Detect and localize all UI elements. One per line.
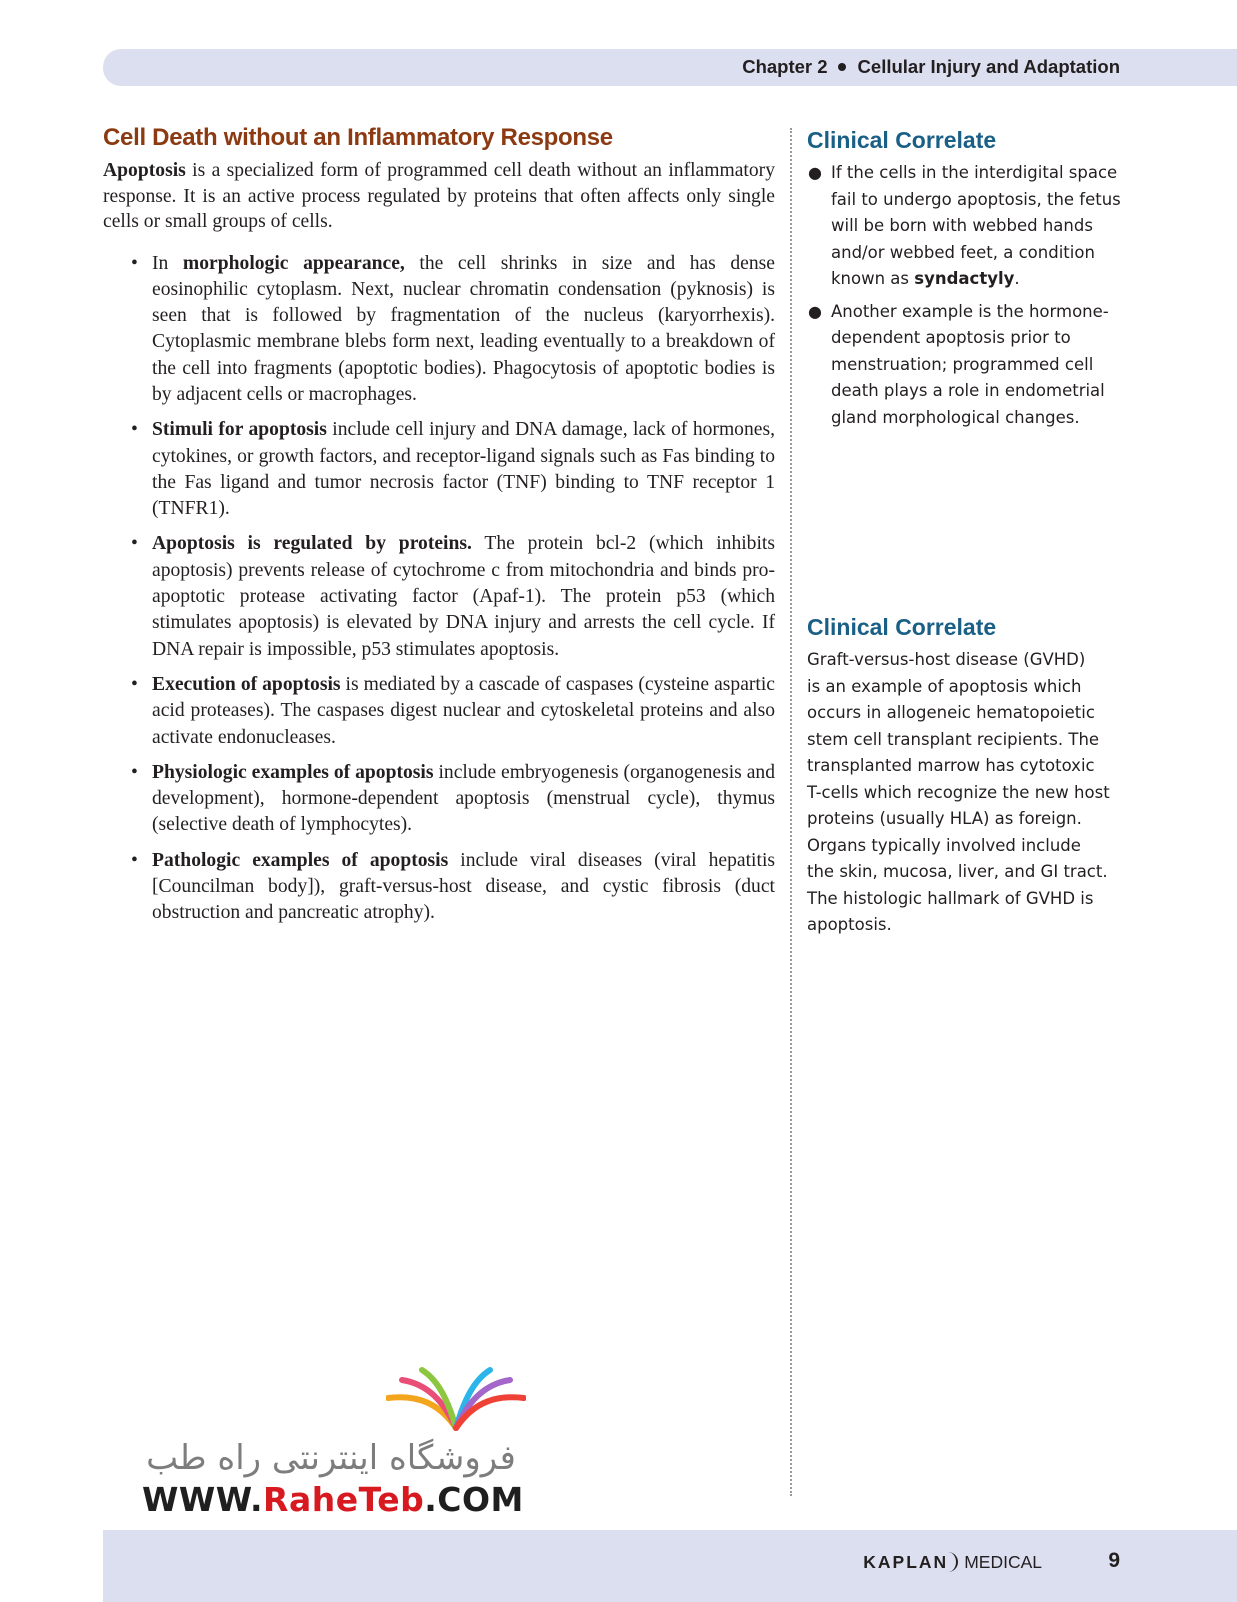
intro-term: Apoptosis bbox=[103, 160, 186, 181]
watermark-url bbox=[142, 1480, 524, 1519]
bullet-term: Execution of apoptosis bbox=[152, 673, 341, 695]
paragraph-line: T-cells which recognize the new host bbox=[807, 782, 1110, 802]
bullet-text: The protein bcl-2 (which inhibits apoptosis) prevents release of cytochrome c from mitochondria and binds pro-apoptotic protease activating factor (Apaf-1). The protein p53 (which stimulates apoptosis) is elevated by DNA injury and arrests the cell cycle. If DNA repair is impossible, p53 stimulates apoptosis. bbox=[152, 533, 775, 660]
bullet-text: is mediated by a cascade of caspases (cysteine aspartic acid proteases). The caspases digest nuclear and cytoskeletal proteins and also activate endonucleases. bbox=[152, 673, 776, 748]
url-brand: RaheTeb bbox=[263, 1480, 425, 1519]
bullet-icon: • bbox=[131, 849, 138, 871]
bullet-text: include viral diseases (viral hepatitis [Councilman body]), graft-versus-host disease, and cystic fibrosis (duct obstruction and pancreatic atrophy). bbox=[152, 849, 776, 924]
intro-text: is a specialized form of programmed cell death without an inflammatory response. It is an active process regulated by proteins that often affects only single cells or small groups of cells. bbox=[103, 160, 775, 232]
paragraph-line: Organs typically involved include bbox=[807, 835, 1081, 855]
bullet-text: the cell shrinks in size and has dense eosinophilic cytoplasm. Next, nuclear chromatin condensation (pyknosis) is seen that is followed by fragmentation of the nucleus (karyorrhexis). Cytoplasmic membrane blebs form next, leading eventually to a breakdown of the cell into fragments (apoptotic bodies). Phagocytosis of apoptotic bodies is by adjacent cells or macrophages. bbox=[152, 252, 775, 405]
raheteb-watermark-logo bbox=[140, 1366, 530, 1518]
kaplan-wordmark: KAPLAN bbox=[863, 1552, 949, 1572]
sidebar-item-end: . bbox=[1014, 269, 1020, 288]
main-column bbox=[103, 124, 775, 936]
kaplan-arc-icon bbox=[948, 1552, 958, 1572]
watermark-persian-text: فروشگاه اینترنتی راه طب bbox=[146, 1438, 516, 1478]
sidebar-title: Clinical Correlate bbox=[807, 614, 997, 640]
page-footer bbox=[103, 1530, 1237, 1602]
clinical-correlate-box-1 bbox=[807, 127, 1137, 437]
list-item bbox=[131, 672, 776, 751]
running-header-text bbox=[742, 56, 1120, 78]
open-book-icon bbox=[386, 1366, 526, 1436]
list-item bbox=[131, 251, 775, 409]
sidebar-item-text: Another example is the hormone-dependent apoptosis prior to menstruation; programmed cell death plays a role in endometrial gland morphological changes. bbox=[831, 301, 1109, 427]
list-item bbox=[808, 299, 1137, 432]
chapter-label: Chapter 2 bbox=[742, 56, 828, 77]
list-item bbox=[131, 848, 776, 927]
paragraph-line: transplanted marrow has cytotoxic bbox=[807, 756, 1095, 775]
paragraph-line: the skin, mucosa, liver, and GI tract. bbox=[807, 862, 1108, 881]
bullet-icon: ● bbox=[808, 301, 822, 321]
bullet-icon: ● bbox=[808, 163, 822, 182]
list-item bbox=[131, 531, 775, 662]
medical-wordmark: MEDICAL bbox=[964, 1552, 1042, 1572]
running-header bbox=[103, 49, 1237, 86]
syndactyly-term: syndactyly bbox=[914, 269, 1015, 288]
bullet-icon: • bbox=[131, 252, 138, 274]
url-suffix: .COM bbox=[424, 1480, 524, 1519]
sidebar-list bbox=[807, 160, 1137, 431]
bullet-term: Physiologic examples of apoptosis bbox=[152, 761, 434, 783]
paragraph-line: proteins (usually HLA) as foreign. bbox=[807, 809, 1082, 828]
paragraph-line: occurs in allogeneic hematopoietic bbox=[807, 703, 1095, 722]
bullet-term: Apoptosis is regulated by proteins. bbox=[152, 533, 472, 555]
bullet-term: Pathologic examples of apoptosis bbox=[152, 849, 449, 871]
sidebar-title: Clinical Correlate bbox=[807, 127, 997, 153]
kaplan-medical-logo bbox=[863, 1552, 1042, 1573]
gvhd-paragraph bbox=[807, 647, 1137, 939]
sidebar-item-text: If the cells in the interdigital space fail to undergo apoptosis, the fetus will be born with webbed hands and/or webbed feet, a condition known as bbox=[831, 163, 1121, 288]
bullet-term: Stimuli for apoptosis bbox=[152, 419, 327, 441]
paragraph-line: Graft-versus-host disease (GVHD) bbox=[807, 650, 1086, 669]
bullet-pre: In bbox=[152, 252, 183, 274]
paragraph-line: is an example of apoptosis which bbox=[807, 676, 1082, 696]
bullet-text: include cell injury and DNA damage, lack of hormones, cytokines, or growth factors, and receptor-ligand signals such as Fas binding to the Fas ligand and tumor necrosis factor (TNF) binding to TNF receptor 1 (TNFR1). bbox=[152, 419, 775, 520]
bullet-icon: • bbox=[131, 419, 138, 441]
column-divider bbox=[790, 128, 792, 1496]
list-item bbox=[808, 160, 1137, 293]
intro-paragraph bbox=[103, 158, 775, 235]
bullet-icon: • bbox=[131, 761, 138, 783]
list-item bbox=[131, 760, 775, 839]
paragraph-line: The histologic hallmark of GVHD is bbox=[807, 888, 1094, 908]
bullet-term: morphologic appearance, bbox=[182, 252, 405, 274]
paragraph-line: stem cell transplant recipients. The bbox=[807, 729, 1100, 749]
bullet-icon: • bbox=[131, 533, 138, 555]
bullet-text: include embryogenesis (organogenesis and development), hormone-dependent apoptosis (menstrual cycle), thymus (selective death of lymphocytes). bbox=[152, 761, 775, 836]
chapter-title: Cellular Injury and Adaptation bbox=[857, 56, 1120, 77]
bullet-icon: • bbox=[131, 673, 138, 695]
list-item bbox=[131, 417, 775, 522]
apoptosis-bullet-list bbox=[103, 251, 775, 927]
bullet-dot-icon bbox=[838, 63, 846, 71]
clinical-correlate-box-2 bbox=[807, 614, 1137, 939]
paragraph-line: apoptosis. bbox=[807, 915, 892, 934]
page-number: 9 bbox=[1108, 1549, 1120, 1572]
url-prefix: WWW. bbox=[142, 1480, 264, 1519]
section-title: Cell Death without an Inflammatory Response bbox=[103, 124, 613, 151]
